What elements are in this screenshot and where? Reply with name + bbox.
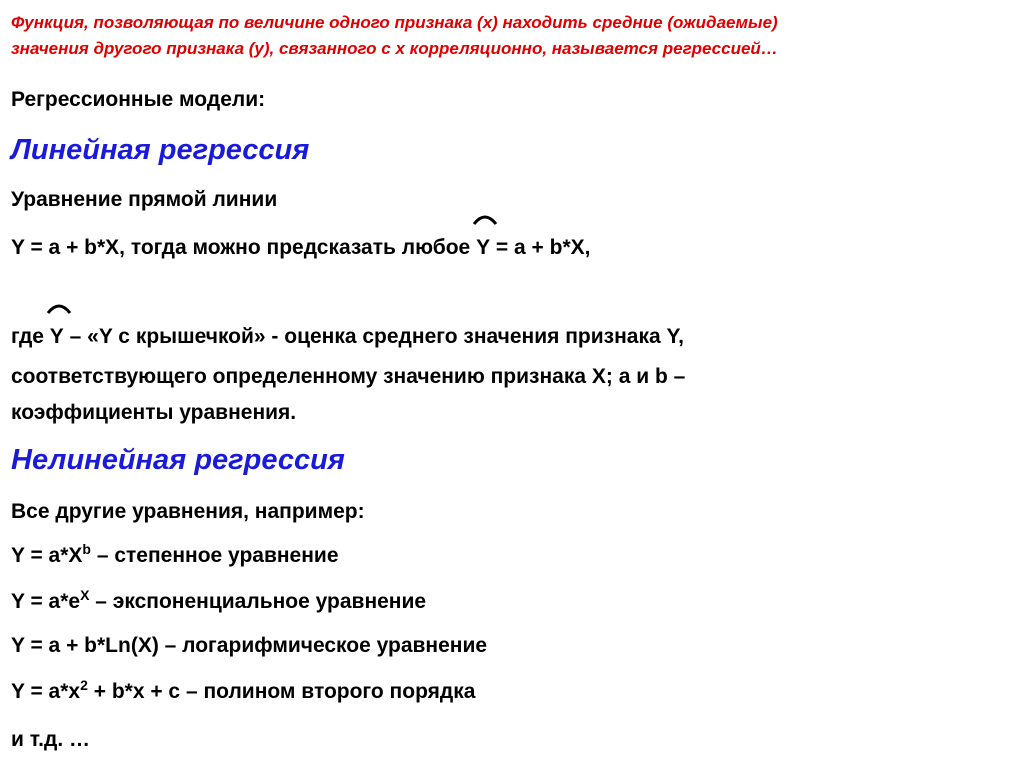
exponential-equation: $Y = a*e^X$ – экспоненциальное уравнение bbox=[11, 587, 427, 613]
intro-definition bbox=[11, 10, 1011, 62]
intro-line-2: значения другого признака (y), связанного с x корреляционно, называется регрессией… bbox=[11, 39, 778, 58]
other-equations-intro: Все другие уравнения, например: bbox=[11, 500, 365, 523]
hat-icon bbox=[46, 301, 72, 315]
hat-icon bbox=[472, 212, 498, 226]
straight-line-equation-title: Уравнение прямой линии bbox=[11, 188, 278, 211]
exponential-exponent: X bbox=[80, 587, 90, 603]
y-hat-symbol: Y bbox=[476, 236, 490, 260]
polynomial-exponent: 2 bbox=[80, 677, 88, 693]
intro-line-1: Функция, позволяющая по величине одного признака (x) находить средние (ожидаемые) bbox=[11, 13, 778, 32]
etcetera: и т.д. … bbox=[11, 728, 91, 751]
linear-equation-line bbox=[11, 236, 590, 260]
models-title: Регрессионные модели: bbox=[11, 88, 266, 111]
y-hat-explanation-line-3: коэффициенты уравнения. bbox=[11, 401, 297, 424]
logarithmic-equation: Y = a + b*Ln(X) – логарифмическое уравнение bbox=[11, 634, 488, 657]
power-exponent: b bbox=[82, 541, 91, 557]
y-hat-explanation-line-1 bbox=[11, 325, 684, 349]
where-start: где bbox=[11, 325, 50, 348]
nonlinear-regression-heading: Нелинейная регрессия bbox=[11, 444, 345, 476]
y-hat-symbol: Y bbox=[50, 325, 64, 349]
polynomial-equation: $Y = a*x^2 + b*x + c$ – полином второго порядка bbox=[11, 677, 476, 703]
linear-equation-start: Y = a + b*X, тогда можно предсказать любое bbox=[11, 236, 477, 259]
where-end: – «Y с крышечкой» - оценка среднего значения признака Y, bbox=[63, 325, 684, 348]
y-hat-explanation-line-2: соответствующего определенному значению признака X; a и b – bbox=[11, 365, 686, 388]
power-equation: $Y = a*X^b$ – степенное уравнение bbox=[11, 541, 339, 567]
linear-equation-end: = a + b*X, bbox=[490, 236, 591, 259]
linear-regression-heading: Линейная регрессия bbox=[11, 134, 310, 166]
